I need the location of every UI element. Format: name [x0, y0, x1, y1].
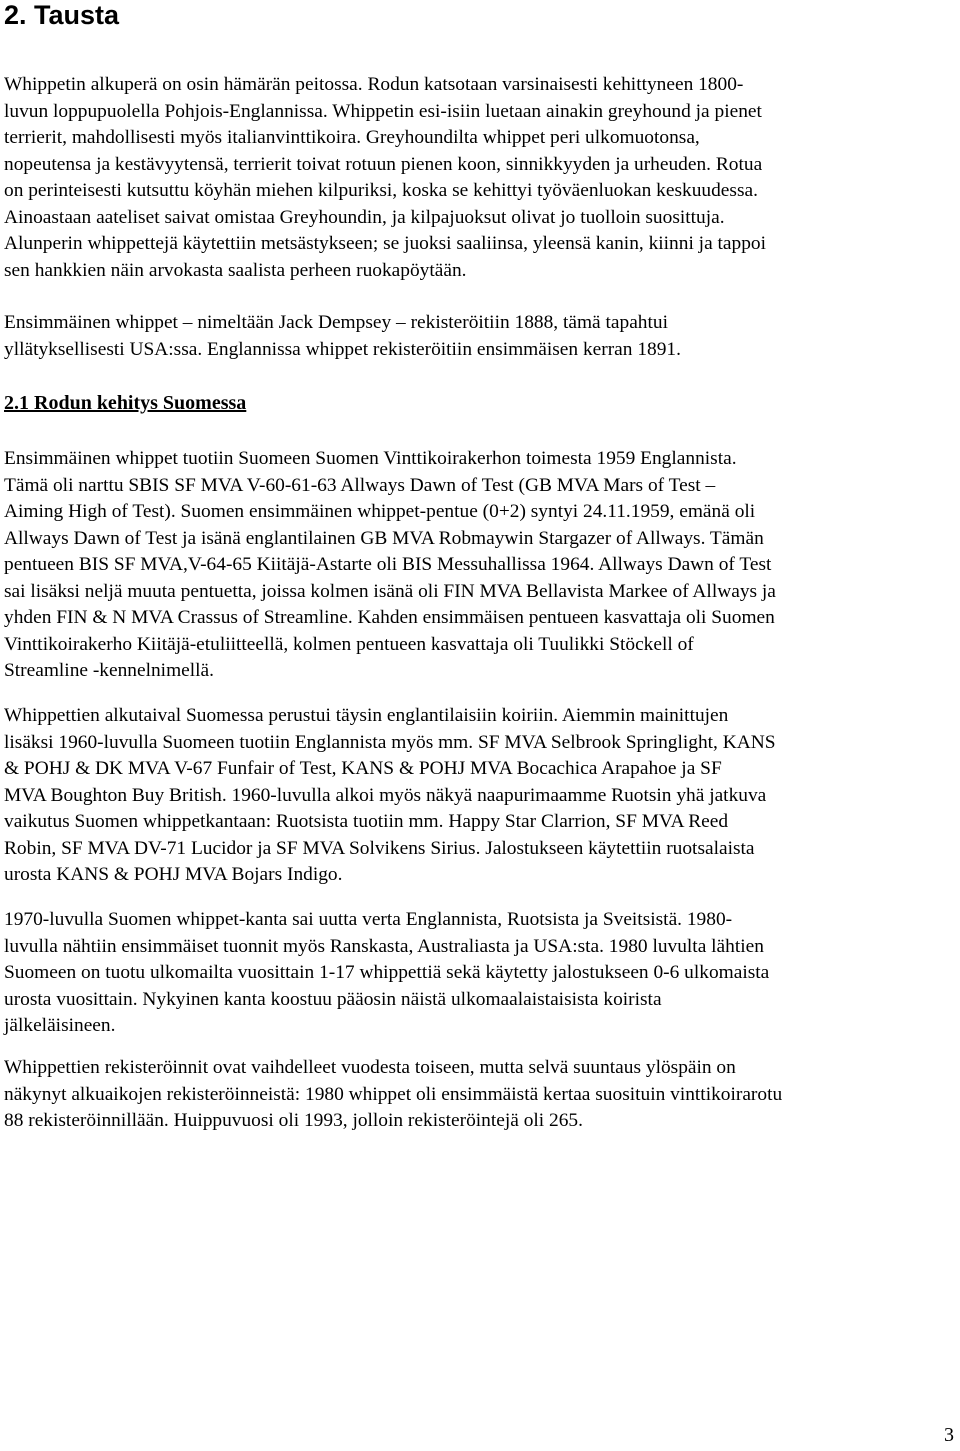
paragraph-line: urosta vuosittain. Nykyinen kanta koostuu pääosin näistä ulkomaalaistaisista koirista	[4, 988, 662, 1010]
paragraph-line: terrierit, mahdollisesti myös italianvinttikoira. Greyhoundilta whippet peri ulkomuotonsa,	[4, 127, 700, 148]
paragraph-line: sen hankkien näin arvokasta saalista perheen ruokapöytään.	[4, 259, 467, 281]
paragraph-line: näkynyt alkuaikojen rekisteröinneistä: 1980 whippet oli ensimmäistä kertaa suosituin vinttikoirarotu	[4, 1083, 783, 1105]
paragraph-line: vaikutus Suomen whippetkantaan: Ruotsista tuotiin mm. Happy Star Clarrion, SF MVA Reed	[4, 811, 729, 832]
paragraph-origins	[4, 72, 954, 284]
section-heading: 2. Tausta	[4, 0, 120, 30]
paragraph-line: Whippetin alkuperä on osin hämärän peitossa. Rodun katsotaan varsinaisesti kehittyneen 1800-	[4, 74, 744, 95]
paragraph-line: Robin, SF MVA DV-71 Lucidor ja SF MVA Solvikens Sirius. Jalostukseen käytettiin ruotsalaista	[4, 837, 755, 859]
paragraph-line: MVA Boughton Buy British. 1960-luvulla alkoi myös näkyä naapurimaamme Ruotsin yhä jatkuva	[4, 784, 767, 806]
paragraph-line: Alunperin whippettejä käytettiin metsästykseen; se juoksi saaliinsa, yleensä kanin, kiinni ja tappoi	[4, 233, 766, 254]
paragraph-line: Tämä oli narttu SBIS SF MVA V-60-61-63 Allways Dawn of Test (GB MVA Mars of Test –	[4, 474, 716, 496]
paragraph-1970s-1980s	[4, 907, 954, 1040]
paragraph-line: nopeutensa ja kestävyytensä, terrierit toivat rotuun pienen koon, sinnikkyyden ja urheuden. Rotua	[4, 153, 763, 175]
paragraph-line: Vinttikoirakerho Kiitäjä-etuliitteellä, kolmen pentueen kasvattaja oli Tuulikki Stöckell of	[4, 633, 694, 655]
subsection-heading: 2.1 Rodun kehitys Suomessa	[4, 392, 247, 414]
paragraph-line: sai lisäksi neljä muuta pentuetta, joissa kolmen isänä oli FIN MVA Bellavista Markee of Allways ja	[4, 580, 776, 602]
paragraph-line: Ensimmäinen whippet tuotiin Suomeen Suomen Vinttikoirakerhon toimesta 1959 Englannista.	[4, 448, 737, 469]
page-number: 3	[944, 1424, 954, 1446]
paragraph-line: lisäksi 1960-luvulla Suomeen tuotiin Englannista myös mm. SF MVA Selbrook Springlight, KANS	[4, 731, 776, 753]
paragraph-registrations	[4, 1055, 954, 1135]
paragraph-line: pentueen BIS SF MVA,V-64-65 Kiitäjä-Astarte oli BIS Messuhallissa 1964. Allways Dawn of Test	[4, 554, 772, 575]
paragraph-early-history	[4, 703, 954, 889]
paragraph-line: urosta KANS & POHJ MVA Bojars Indigo.	[4, 864, 343, 885]
paragraph-line: Streamline -kennelnimellä.	[4, 660, 214, 681]
paragraph-line: yllätyksellisesti USA:ssa. Englannissa whippet rekisteröitiin ensimmäisen kerran 1891.	[4, 338, 681, 360]
paragraph-line: jälkeläisineen.	[4, 1015, 116, 1036]
paragraph-line: Whippettien rekisteröinnit ovat vaihdelleet vuodesta toiseen, mutta selvä suuntaus ylöspäin on	[4, 1057, 736, 1078]
paragraph-line: Ensimmäinen whippet – nimeltään Jack Dempsey – rekisteröitiin 1888, tämä tapahtui	[4, 312, 668, 333]
paragraph-first-registration	[4, 310, 954, 363]
paragraph-line: Allways Dawn of Test ja isänä englantilainen GB MVA Robmaywin Stargazer of Allways. Tämän	[4, 527, 764, 549]
paragraph-line: & POHJ & DK MVA V-67 Funfair of Test, KANS & POHJ MVA Bocachica Arapahoe ja SF	[4, 758, 722, 779]
paragraph-line: Ainoastaan aateliset saivat omistaa Greyhoundin, ja kilpajuoksut olivat jo tuolloin suosittuja.	[4, 206, 725, 228]
paragraph-line: 1970-luvulla Suomen whippet-kanta sai uutta verta Englannista, Ruotsista ja Sveitsistä. 1980-	[4, 909, 733, 930]
paragraph-line: Whippettien alkutaival Suomessa perustui täysin englantilaisiin koiriin. Aiemmin mainittujen	[4, 705, 729, 726]
paragraph-line: on perinteisesti kutsuttu köyhän miehen kilpuriksi, koska se kehittyi työväenluokan keskuudessa.	[4, 180, 758, 201]
paragraph-line: luvun loppupuolella Pohjois-Englannissa. Whippetin esi-isiin luetaan ainakin greyhound ja pienet	[4, 100, 762, 122]
paragraph-line: yhden FIN & N MVA Crassus of Streamline. Kahden ensimmäisen pentueen kasvattaja oli Suomen	[4, 607, 775, 628]
paragraph-line: Suomeen on tuotu ulkomailta vuosittain 1-17 whippettiä sekä käytetty jalostukseen 0-6 ulkomaista	[4, 962, 770, 983]
paragraph-line: 88 rekisteröinnillään. Huippuvuosi oli 1993, jolloin rekisteröintejä oli 265.	[4, 1110, 583, 1131]
paragraph-first-import	[4, 446, 954, 685]
paragraph-line: luvulla nähtiin ensimmäiset tuonnit myös Ranskasta, Australiasta ja USA:sta. 1980 luvulta lähtien	[4, 935, 764, 957]
paragraph-line: Aiming High of Test). Suomen ensimmäinen whippet-pentue (0+2) syntyi 24.11.1959, emänä oli	[4, 501, 756, 522]
